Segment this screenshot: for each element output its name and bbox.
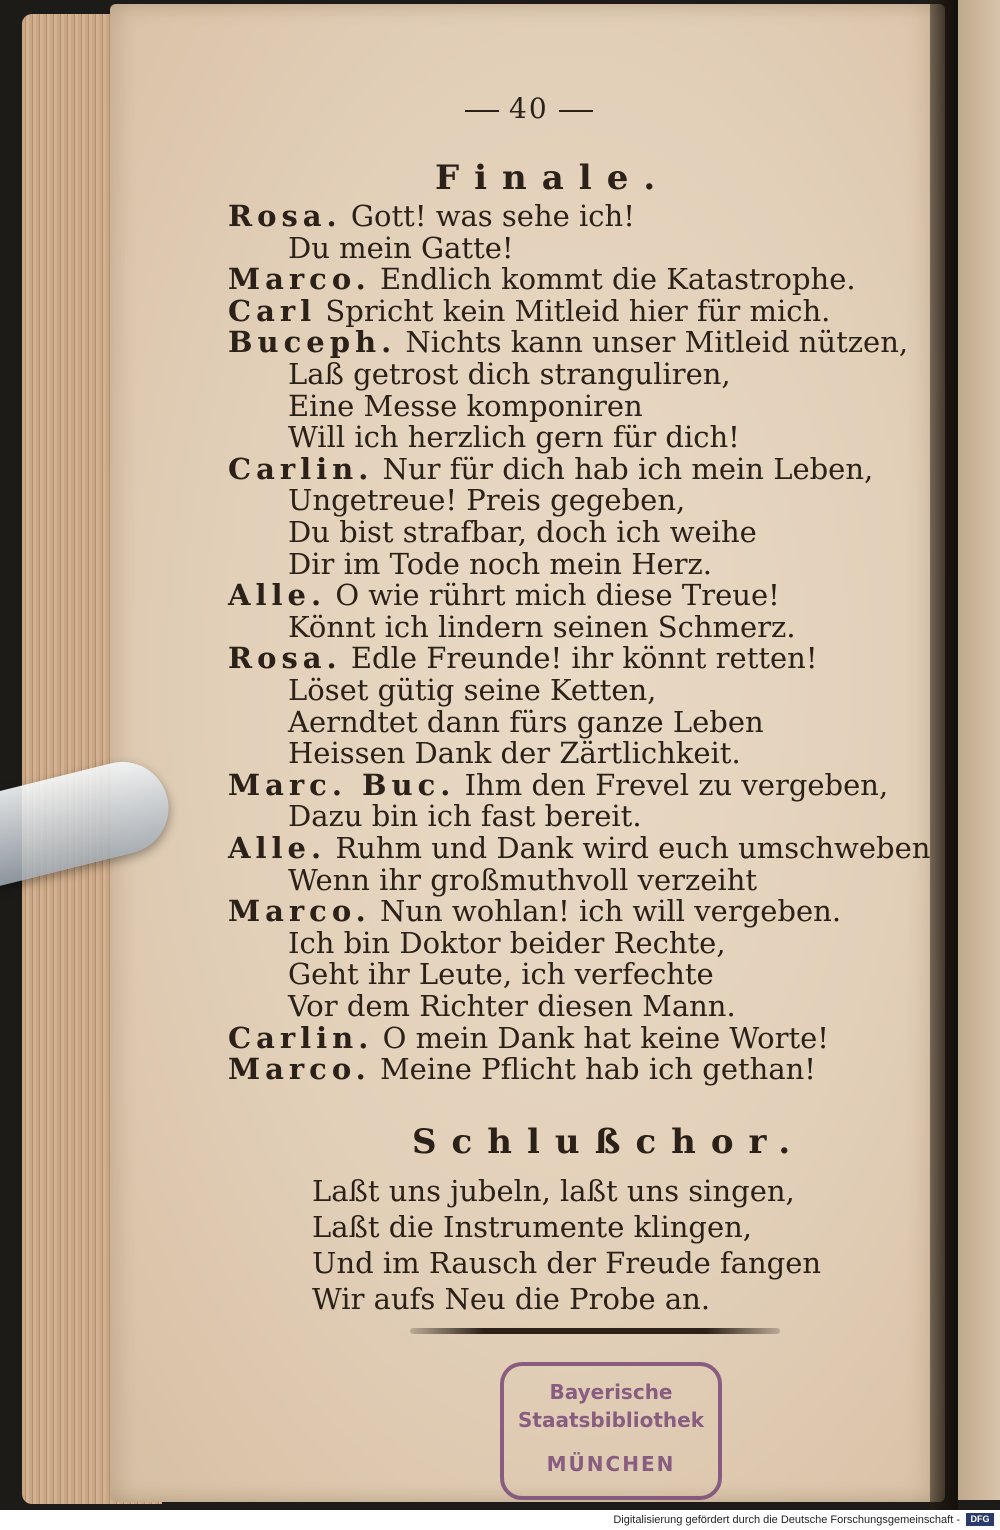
heading-schlusschor: Schlußchor.: [412, 1122, 806, 1162]
speaker-name: Rosa.: [228, 199, 342, 233]
libretto-line: [228, 642, 818, 674]
library-stamp: Bayerische Staatsbibliothek MÜNCHEN: [500, 1362, 722, 1500]
libretto-line: [288, 232, 514, 264]
verse-text: Dir im Tode noch mein Herz.: [288, 546, 713, 581]
speaker-name: Marco.: [228, 894, 371, 929]
verse-text: O wie rührt mich diese Treue!: [335, 578, 780, 613]
verse-text: Ihm den Frevel zu vergeben,: [464, 767, 889, 802]
verse-text: Ruhm und Dank wird euch umschweben: [335, 831, 931, 865]
libretto-line: [288, 611, 796, 643]
chorus-line: Laßt uns jubeln, laßt uns singen,: [312, 1174, 795, 1208]
verse-text: O mein Dank hat keine Worte!: [382, 1020, 829, 1055]
libretto-line: [288, 548, 712, 580]
verse-text: Meine Pflicht hab ich gethan!: [379, 1052, 816, 1087]
libretto-line: [288, 674, 656, 706]
verse-text: Gott! was sehe ich!: [350, 199, 635, 233]
verse-text: Ungetreue! Preis gegeben,: [288, 483, 686, 518]
digitization-footer: [0, 1510, 1000, 1530]
chorus-line: Laßt die Instrumente klingen,: [312, 1210, 753, 1244]
libretto-line: [228, 1022, 829, 1054]
verse-text: Geht ihr Leute, ich verfechte: [288, 957, 714, 992]
libretto-line: [288, 864, 757, 896]
libretto-line: [228, 895, 841, 927]
libretto-line: [288, 484, 685, 516]
libretto-line: [228, 326, 908, 358]
speaker-name: Carlin.: [228, 451, 374, 486]
heading-finale: Finale.: [435, 158, 671, 198]
speaker-name: Alle.: [228, 578, 327, 613]
speaker-name: Alle.: [228, 831, 327, 865]
libretto-line: [228, 769, 888, 801]
verse-text: Wenn ihr großmuthvoll verzeiht: [288, 862, 758, 897]
closing-rule: [410, 1328, 780, 1334]
libretto-line: [288, 800, 642, 832]
libretto-line: [228, 200, 635, 232]
libretto-line: [288, 516, 757, 548]
chorus-line: Und im Rausch der Freude fangen: [312, 1246, 822, 1280]
verse-text: Laß getrost dich stranguliren,: [288, 357, 731, 391]
verse-text: Du mein Gatte!: [288, 230, 514, 265]
verse-text: Edle Freunde! ihr könnt retten!: [350, 641, 818, 676]
libretto-line: [228, 263, 856, 295]
libretto-line: [288, 706, 764, 738]
verse-text: Nur für dich hab ich mein Leben,: [382, 451, 874, 486]
verse-text: Eine Messe komponiren: [288, 388, 643, 423]
speaker-name: Carl: [228, 293, 317, 328]
verse-text: Will ich herzlich gern für dich!: [288, 420, 740, 455]
libretto-line: [228, 295, 830, 327]
speaker-name: Carlin.: [228, 1020, 374, 1055]
libretto-line: [228, 1053, 816, 1085]
chorus-line: Wir aufs Neu die Probe an.: [312, 1282, 711, 1316]
libretto-line: [228, 579, 780, 611]
libretto-line: [288, 358, 731, 390]
libretto-line: [288, 737, 741, 769]
verse-text: Heissen Dank der Zärtlichkeit.: [288, 736, 741, 771]
verse-text: Nichts kann unser Mitleid nützen,: [405, 325, 909, 360]
speaker-name: Marco.: [228, 1052, 371, 1087]
libretto-line: [288, 958, 714, 990]
speaker-name: Rosa.: [228, 641, 342, 676]
libretto-line: [288, 990, 736, 1022]
libretto-line: [288, 927, 726, 959]
speaker-name: Marco.: [228, 262, 371, 297]
verse-text: Ich bin Doktor beider Rechte,: [288, 925, 726, 960]
verse-text: Dazu bin ich fast bereit.: [288, 799, 642, 834]
verse-text: Du bist strafbar, doch ich weihe: [288, 515, 757, 549]
page-number: 40: [455, 92, 603, 125]
verse-text: Vor dem Richter diesen Mann.: [288, 989, 736, 1023]
footer-text: Digitalisierung gefördert durch die Deutsche Forschungsgemeinschaft -: [613, 1514, 960, 1526]
speaker-name: Marc. Buc.: [228, 767, 456, 802]
speaker-name: Buceph.: [228, 325, 397, 360]
libretto-line: [228, 832, 930, 864]
libretto-line: [288, 421, 740, 453]
verse-text: Aerndtet dann fürs ganze Leben: [288, 704, 764, 739]
libretto-line: [228, 453, 873, 485]
verse-text: Endlich kommt die Katastrophe.: [379, 262, 856, 297]
libretto-line: [288, 390, 643, 422]
verse-text: Könnt ich lindern seinen Schmerz.: [288, 609, 796, 644]
verse-text: Spricht kein Mitleid hier für mich.: [325, 293, 831, 328]
verse-text: Nun wohlan! ich will vergeben.: [379, 894, 842, 929]
verse-text: Löset gütig seine Ketten,: [288, 673, 657, 707]
dfg-logo: DFG: [966, 1513, 994, 1526]
